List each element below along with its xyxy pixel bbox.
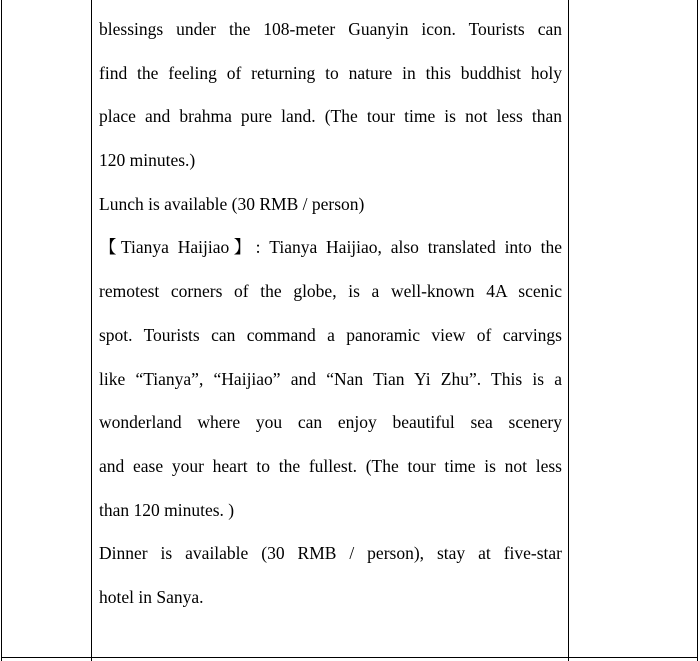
paragraph-line: like “Tianya”, “Haijiao” and “Nan Tian Yi Zhu”. This is a [99, 368, 562, 389]
attraction-heading-line: 【Tianya Haijiao】: Tianya Haijiao, also translated into the [99, 237, 562, 258]
paragraph-line: and ease your heart to the fullest. (The tour time is not less [99, 455, 562, 476]
paragraph-line: than 120 minutes. ) [99, 499, 235, 520]
column-divider-right [568, 0, 569, 661]
paragraph-line: spot. Tourists can command a panoramic view of carvings [99, 324, 562, 345]
itinerary-description-cell [99, 8, 562, 620]
table-border-right [697, 0, 698, 661]
paragraph-line: hotel in Sanya. [99, 586, 204, 607]
column-divider-left [91, 0, 92, 661]
paragraph-line: wonderland where you can enjoy beautiful sea scenery [99, 412, 562, 433]
paragraph-line: remotest corners of the globe, is a well-known 4A scenic [99, 281, 562, 302]
paragraph-line: place and brahma pure land. (The tour time is not less than [99, 106, 562, 127]
paragraph-line: 120 minutes.) [99, 150, 196, 171]
paragraph-line: find the feeling of returning to nature in this buddhist holy [99, 62, 562, 83]
paragraph-line: blessings under the 108-meter Guanyin icon. Tourists can [99, 19, 562, 39]
lunch-line: Lunch is available (30 RMB / person) [99, 193, 365, 214]
table-border-left [1, 0, 2, 661]
dinner-line: Dinner is available (30 RMB / person), stay at five-star [99, 543, 562, 564]
table-row-bottom-border [1, 657, 698, 658]
